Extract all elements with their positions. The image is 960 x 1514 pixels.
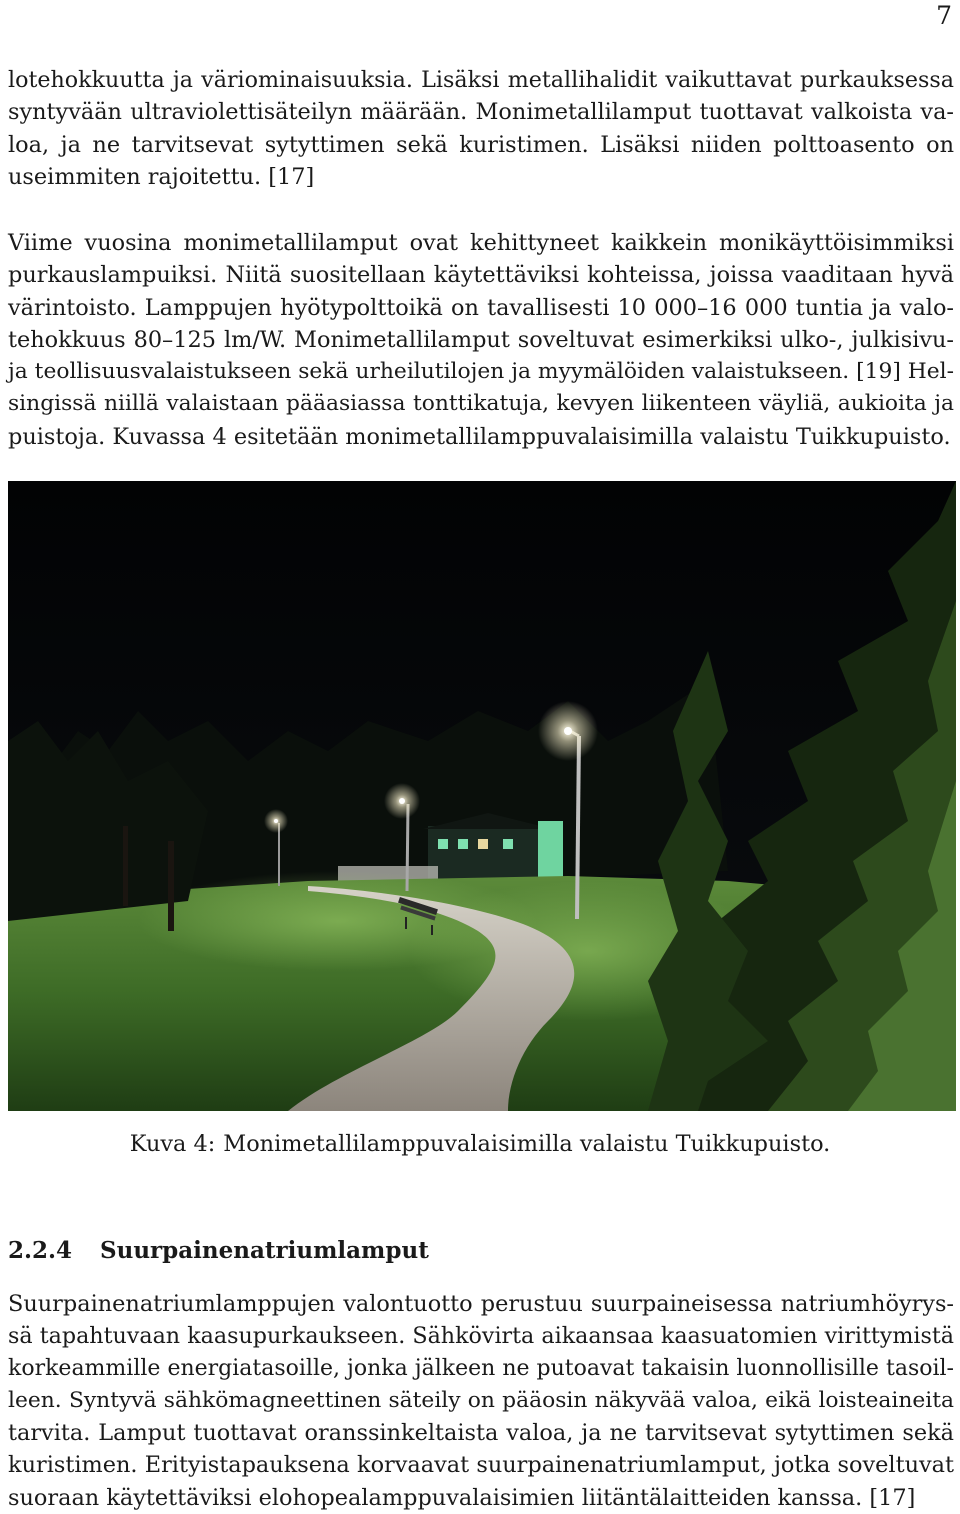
- text-line: purkauslampuiksi. Niitä suositellaan käytettäviksi kohteissa, joissa vaaditaan hyvä: [8, 262, 954, 289]
- text-line: tarvita. Lamput tuottavat oranssinkeltaista valoa, ja ne tarvitsevat sytyttimen sekä: [8, 1420, 954, 1447]
- section-heading: [8, 1234, 429, 1268]
- text-line: loa, ja ne tarvitsevat sytyttimen sekä kuristimen. Lisäksi niiden polttoasento on: [8, 131, 954, 158]
- text-line: tehokkuus 80–125 lm/W. Monimetallilamput soveltuvat esimerkiksi ulko-, julkisivu-: [8, 326, 954, 353]
- park-night-photo: [8, 481, 956, 1111]
- text-line: singissä niillä valaistaan pääasiassa tonttikatuja, kevyen liikenteen väyliä, aukioita ja: [8, 391, 954, 417]
- section-title: Suurpainenatriumlamput: [100, 1237, 429, 1264]
- text-line: korkeammille energiatasoille, jonka jälkeen ne putoavat takaisin luonnollisille tasoil-: [8, 1355, 954, 1381]
- text-line: ja teollisuusvalaistukseen sekä urheilutilojen ja myymälöiden valaistukseen. [19] Hel-: [8, 359, 955, 385]
- text-line: kuristimen. Erityistapauksena korvaavat suurpainenatriumlamput, jotka soveltuvat: [8, 1452, 954, 1479]
- paragraph-high-pressure-sodium: [8, 1288, 954, 1514]
- caption-text: Monimetallilamppuvalaisimilla valaistu Tuikkupuisto.: [223, 1131, 831, 1157]
- caption-label: Kuva 4:: [129, 1131, 216, 1157]
- text-line: leen. Syntyvä sähkömagneettinen säteily on pääosin näkyvää valoa, eikä loisteaineita: [8, 1387, 954, 1413]
- page-number: 7: [936, 1, 952, 30]
- text-line: syntyvään ultraviolettisäteilyn määrään. Monimetallilamput tuottavat valkoista va-: [8, 99, 954, 126]
- paragraph-metal-halide-properties: [8, 64, 954, 193]
- park-night-illustration: [8, 481, 956, 1111]
- text-line: puistoja. Kuvassa 4 esitetään monimetallilamppuvalaisimilla valaistu Tuikkupuisto.: [8, 423, 951, 450]
- text-line: värintoisto. Lamppujen hyötypolttoikä on tavallisesti 10 000–16 000 tuntia ja valo-: [8, 294, 954, 321]
- lit-building-facade: [538, 821, 563, 881]
- text-line: sä tapahtuvaan kaasupurkaukseen. Sähkövirta aikaansaa kaasuatomien virittymistä: [8, 1323, 954, 1350]
- text-line: Suurpainenatriumlamppujen valontuotto perustuu suurpaineisessa natriumhöyrys-: [8, 1291, 954, 1317]
- figure-caption: [0, 1128, 960, 1160]
- text-line: Viime vuosina monimetallilamput ovat kehittyneet kaikkein monikäyttöisimmiksi: [8, 230, 954, 256]
- text-line: lotehokkuutta ja väriominaisuuksia. Lisäksi metallihalidit vaikuttavat purkauksessa: [8, 67, 954, 93]
- paragraph-metal-halide-usage: [8, 227, 954, 453]
- section-number: 2.2.4: [8, 1237, 73, 1264]
- text-line: useimmiten rajoitettu. [17]: [8, 163, 315, 190]
- text-line: suoraan käytettäviksi elohopealamppuvalaisimien liitäntälaitteiden kanssa. [17]: [8, 1484, 916, 1511]
